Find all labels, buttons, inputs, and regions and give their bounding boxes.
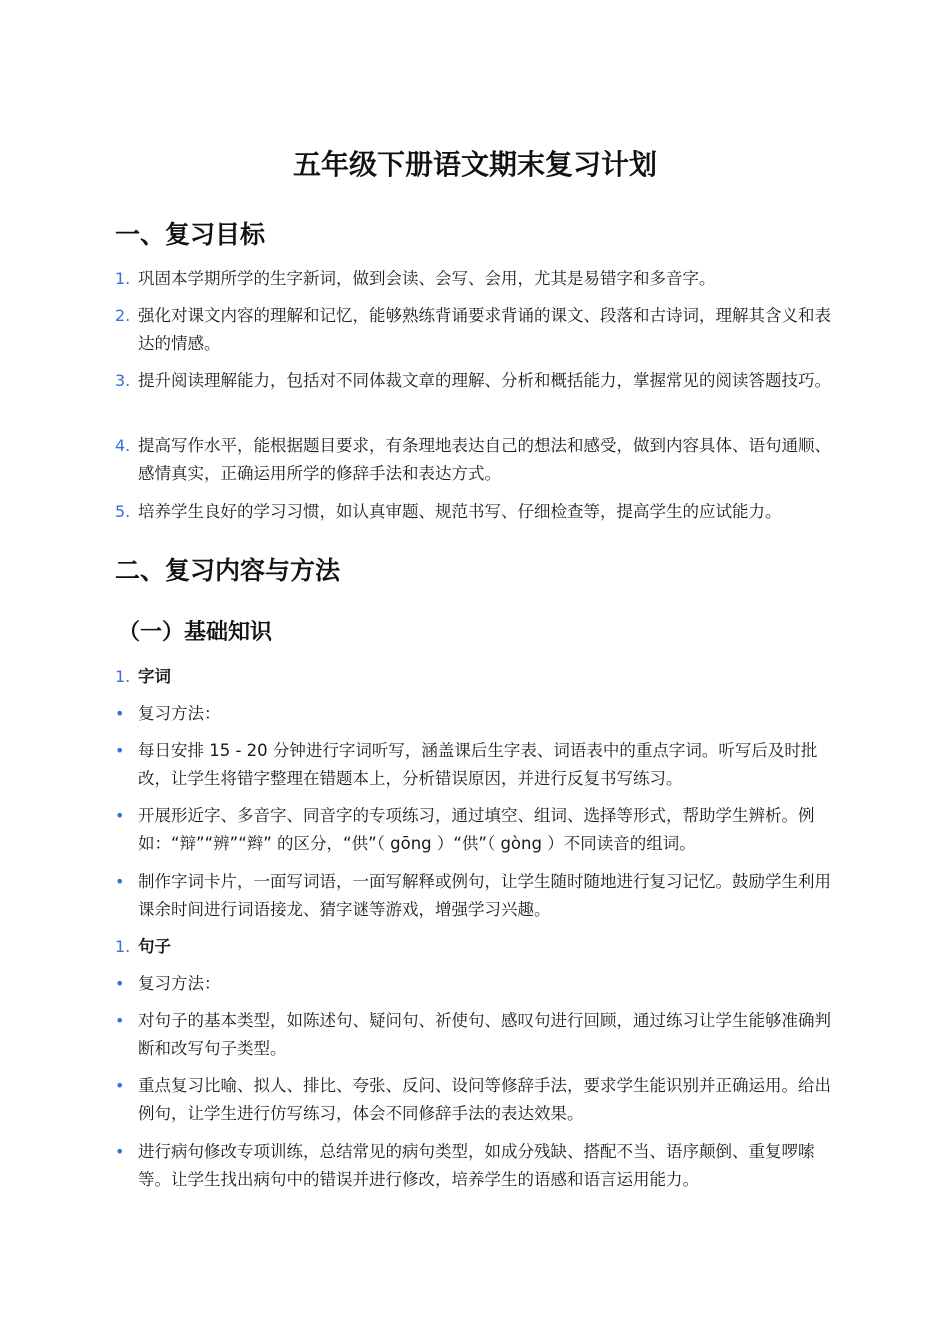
bullet-item <box>115 1072 845 1128</box>
list-item-text: 提升阅读理解能力，包括对不同体裁文章的理解、分析和概括能力，掌握常见的阅读答题技巧。 <box>138 371 831 390</box>
section-heading-goals: 一、复习目标 <box>115 220 266 249</box>
bullet-item <box>115 802 845 858</box>
bullet-dot: • <box>115 1011 125 1030</box>
bullet-dot: • <box>115 974 125 993</box>
list-number: 1. <box>115 937 131 956</box>
list-number: 4. <box>115 436 131 455</box>
list-item-text: 提高写作水平，能根据题目要求，有条理地表达自己的想法和感受，做到内容具体、语句通顺、感情真实，正确运用所学的修辞手法和表达方式。 <box>138 436 831 483</box>
goal-item <box>115 367 845 395</box>
bullet-item <box>115 1007 845 1063</box>
topic-item-sentences <box>115 933 845 961</box>
list-item-text: 字词 <box>138 667 171 686</box>
list-item-text: 进行病句修改专项训练，总结常见的病句类型，如成分残缺、搭配不当、语序颠倒、重复啰嗦等。让学生找出病句中的错误并进行修改，培养学生的语感和语言运用能力。 <box>138 1142 815 1189</box>
list-item-text: 句子 <box>138 937 171 956</box>
list-number: 2. <box>115 306 131 325</box>
list-item-text: 复习方法： <box>138 704 221 723</box>
bullet-dot: • <box>115 1142 125 1161</box>
bullet-dot: • <box>115 872 125 891</box>
goal-item <box>115 432 845 488</box>
bullet-dot: • <box>115 741 125 760</box>
section-heading-content-methods: 二、复习内容与方法 <box>115 556 341 585</box>
document-title: 五年级下册语文期末复习计划 <box>292 148 657 181</box>
list-item-text: 培养学生良好的学习习惯，如认真审题、规范书写、仔细检查等，提高学生的应试能力。 <box>138 502 782 521</box>
bullet-dot: • <box>115 806 125 825</box>
list-number: 5. <box>115 502 131 521</box>
bullet-dot: • <box>115 704 125 723</box>
bullet-item <box>115 1138 845 1194</box>
list-item-text: 重点复习比喻、拟人、排比、夸张、反问、设问等修辞手法，要求学生能识别并正确运用。给出例句，让学生进行仿写练习，体会不同修辞手法的表达效果。 <box>138 1076 831 1123</box>
goal-item <box>115 265 845 293</box>
goal-item <box>115 302 845 358</box>
bullet-item <box>115 970 845 998</box>
list-number: 1. <box>115 667 131 686</box>
list-item-text: 强化对课文内容的理解和记忆，能够熟练背诵要求背诵的课文、段落和古诗词，理解其含义和表达的情感。 <box>138 306 831 353</box>
topic-item-words <box>115 663 845 691</box>
bullet-item <box>115 737 845 793</box>
list-number: 3. <box>115 371 131 390</box>
list-item-text: 复习方法： <box>138 974 221 993</box>
subsection-heading-basics: （一）基础知识 <box>118 620 273 645</box>
bullet-item <box>115 700 845 728</box>
list-item-text: 制作字词卡片，一面写词语，一面写解释或例句，让学生随时随地进行复习记忆。鼓励学生利用课余时间进行词语接龙、猜字谜等游戏，增强学习兴趣。 <box>138 872 831 919</box>
bullet-item <box>115 868 845 924</box>
list-item-text: 每日安排 15 - 20 分钟进行字词听写，涵盖课后生字表、词语表中的重点字词。听写后及时批改，让学生将错字整理在错题本上，分析错误原因，并进行反复书写练习。 <box>138 741 818 788</box>
list-item-text: 巩固本学期所学的生字新词，做到会读、会写、会用，尤其是易错字和多音字。 <box>138 269 716 288</box>
bullet-dot: • <box>115 1076 125 1095</box>
goal-item <box>115 498 845 526</box>
list-item-text: 对句子的基本类型，如陈述句、疑问句、祈使句、感叹句进行回顾，通过练习让学生能够准确判断和改写句子类型。 <box>138 1011 831 1058</box>
list-item-text: 开展形近字、多音字、同音字的专项练习，通过填空、组词、选择等形式，帮助学生辨析。例如：“辩”“辨”“辫” 的区分，“供”（ gōng ）“供”（ gòng ）不同读音的组词。 <box>138 806 815 853</box>
list-number: 1. <box>115 269 131 288</box>
